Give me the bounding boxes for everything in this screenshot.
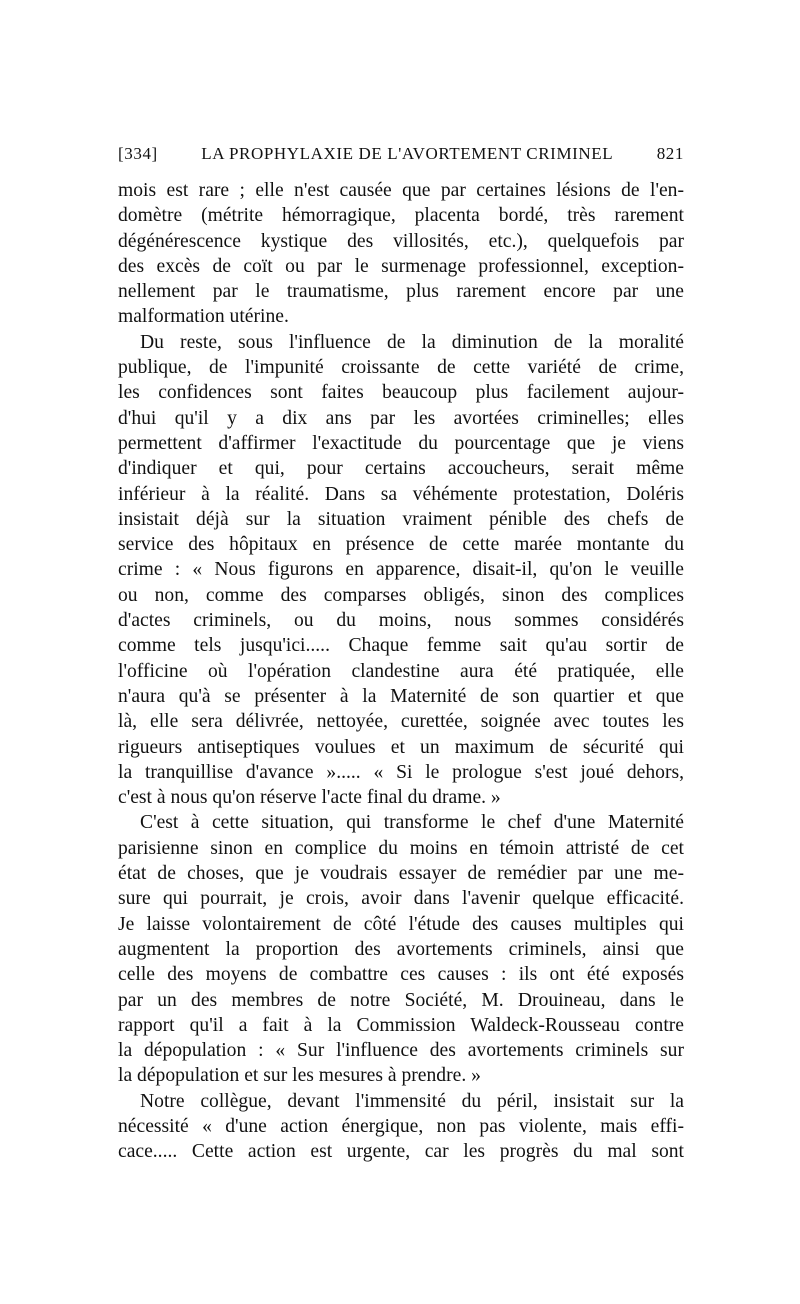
text-line: inférieur à la réalité. Dans sa véhémente protestation, Doléris bbox=[118, 483, 684, 505]
text-line: d'hui qu'il y a dix ans par les avortées criminelles; elles bbox=[118, 407, 684, 429]
text-line: dégénérescence kystique des villosités, etc.), quelquefois par bbox=[118, 230, 684, 252]
text-line: Du reste, sous l'influence de la diminution de la moralité bbox=[140, 331, 684, 353]
text-line: sure qui pourrait, je crois, avoir dans l'avenir quelque efficacité. bbox=[118, 888, 684, 910]
section-number: [334] bbox=[118, 144, 158, 163]
text-line: la dépopulation et sur les mesures à prendre. » bbox=[118, 1065, 481, 1087]
text-line: augmentent la proportion des avortements criminels, ainsi que bbox=[118, 938, 684, 960]
paragraph bbox=[118, 810, 684, 1088]
text-line: nellement par le traumatisme, plus rarement encore par une bbox=[118, 281, 684, 303]
text-line: service des hôpitaux en présence de cette marée montante du bbox=[118, 534, 684, 556]
paragraph bbox=[118, 330, 684, 811]
text-line: par un des membres de notre Société, M. Drouineau, dans le bbox=[118, 989, 684, 1011]
text-line: c'est à nous qu'on réserve l'acte final du drame. » bbox=[118, 787, 501, 809]
text-line: la dépopulation : « Sur l'influence des avortements criminels sur bbox=[118, 1040, 684, 1062]
text-line: publique, de l'impunité croissante de cette variété de crime, bbox=[118, 357, 684, 379]
text-line: comme tels jusqu'ici..... Chaque femme sait qu'au sortir de bbox=[118, 635, 684, 657]
text-line: cace..... Cette action est urgente, car les progrès du mal sont bbox=[118, 1141, 684, 1163]
text-line: celle des moyens de combattre ces causes : ils ont été exposés bbox=[118, 964, 684, 986]
text-line: là, elle sera délivrée, nettoyée, curettée, soignée avec toutes les bbox=[118, 711, 684, 733]
text-line: nécessité « d'une action énergique, non pas violente, mais effi- bbox=[118, 1115, 684, 1137]
book-page bbox=[118, 144, 684, 1165]
text-line: crime : « Nous figurons en apparence, disait-il, qu'on le veuille bbox=[118, 559, 684, 581]
paragraph bbox=[118, 1089, 684, 1165]
running-header bbox=[118, 144, 684, 170]
text-line: rapport qu'il a fait à la Commission Waldeck-Rousseau contre bbox=[118, 1014, 684, 1036]
text-line: la tranquillise d'avance »..... « Si le prologue s'est joué dehors, bbox=[118, 761, 684, 783]
text-line: l'officine où l'opération clandestine aura été pratiquée, elle bbox=[118, 660, 684, 682]
text-line: malformation utérine. bbox=[118, 306, 289, 328]
text-line: ou non, comme des comparses obligés, sinon des complices bbox=[118, 584, 684, 606]
text-line: Je laisse volontairement de côté l'étude des causes multiples qui bbox=[118, 913, 684, 935]
running-title: LA PROPHYLAXIE DE L'AVORTEMENT CRIMINEL bbox=[201, 144, 614, 163]
text-line: parisienne sinon en complice du moins en témoin attristé de cet bbox=[118, 837, 684, 859]
text-line: Notre collègue, devant l'immensité du péril, insistait sur la bbox=[140, 1090, 684, 1112]
text-line: insistait déjà sur la situation vraiment pénible des chefs de bbox=[118, 508, 684, 530]
text-line: des excès de coït ou par le surmenage professionnel, exception- bbox=[118, 255, 684, 277]
text-line: d'actes criminels, ou du moins, nous sommes considérés bbox=[118, 610, 684, 632]
text-line: état de choses, que je voudrais essayer de remédier par une me- bbox=[118, 863, 684, 885]
text-line: n'aura qu'à se présenter à la Maternité de son quartier et que bbox=[118, 685, 684, 707]
page-number: 821 bbox=[656, 144, 684, 163]
text-line: rigueurs antiseptiques voulues et un maximum de sécurité qui bbox=[118, 736, 684, 758]
text-line: permettent d'affirmer l'exactitude du pourcentage que je viens bbox=[118, 432, 684, 454]
text-line: les confidences sont faites beaucoup plus facilement aujour- bbox=[118, 382, 684, 404]
body-text bbox=[118, 178, 684, 1165]
text-line: d'indiquer et qui, pour certains accoucheurs, serait même bbox=[118, 458, 684, 480]
text-line: C'est à cette situation, qui transforme le chef d'une Maternité bbox=[140, 812, 684, 834]
text-line: mois est rare ; elle n'est causée que par certaines lésions de l'en- bbox=[118, 180, 684, 201]
paragraph bbox=[118, 178, 684, 330]
text-line: domètre (métrite hémorragique, placenta bordé, très rarement bbox=[118, 205, 684, 227]
